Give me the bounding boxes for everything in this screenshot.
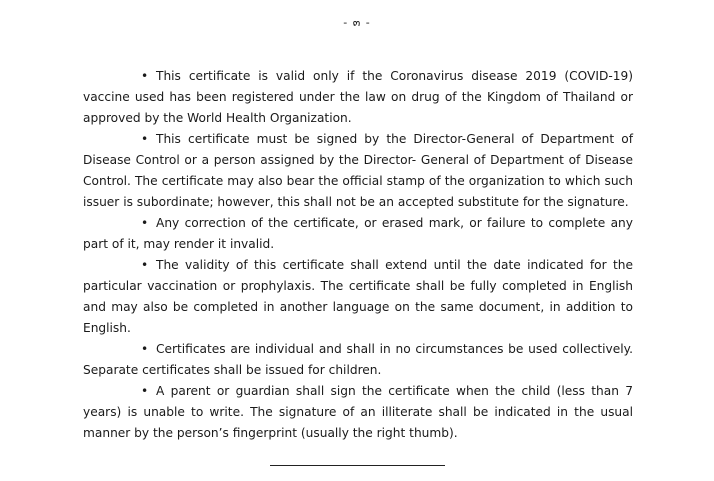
bullet-icon: •: [141, 216, 149, 230]
certificate-conditions: [83, 66, 633, 444]
paragraph-text: Certificates are individual and shall in no circumstances be used collectively. Separate certificates shall be issued for children.: [83, 342, 633, 377]
end-of-document-rule: [270, 465, 445, 466]
paragraph-text: Any correction of the certificate, or erased mark, or failure to complete any part of it, may render it invalid.: [83, 216, 633, 251]
condition-paragraph-guardian: [83, 381, 633, 444]
bullet-icon: •: [141, 69, 149, 83]
condition-paragraph-individual: [83, 339, 633, 381]
paragraph-text: The validity of this certificate shall extend until the date indicated for the particular vaccination or prophylaxis. The certificate shall be fully completed in English and may also be completed in another language on the same document, in addition to English.: [83, 258, 633, 335]
condition-paragraph-signature: [83, 129, 633, 213]
bullet-icon: •: [141, 384, 149, 398]
paragraph-text: This certificate must be signed by the Director-General of Department of Disease Control or a person assigned by the Director- General of Department of Disease Control. The certificate may also bear the official stamp of the organization to which such issuer is subordinate; however, this shall not be an accepted substitute for the signature.: [83, 132, 633, 209]
condition-paragraph-validity: [83, 66, 633, 129]
page-number: - ๓ -: [343, 16, 371, 29]
paragraph-text: This certificate is valid only if the Coronavirus disease 2019 (COVID-19) vaccine used has been registered under the law on drug of the Kingdom of Thailand or approved by the World Health Organization.: [83, 69, 633, 125]
bullet-icon: •: [141, 342, 149, 356]
condition-paragraph-language: [83, 255, 633, 339]
bullet-icon: •: [141, 258, 149, 272]
paragraph-text: A parent or guardian shall sign the certificate when the child (less than 7 years) is unable to write. The signature of an illiterate shall be indicated in the usual manner by the person’s fingerprint (usually the right thumb).: [83, 384, 633, 440]
bullet-icon: •: [141, 132, 149, 146]
condition-paragraph-correction: [83, 213, 633, 255]
